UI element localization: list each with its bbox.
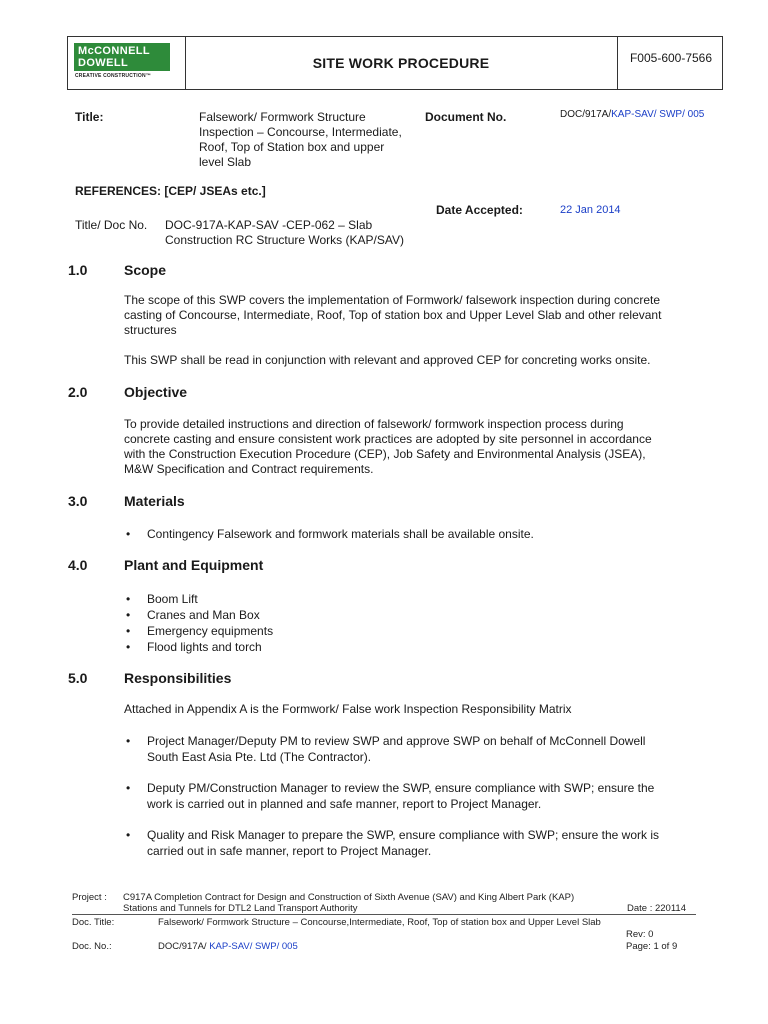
section-number-objective: 2.0 (68, 384, 88, 400)
document-number (560, 109, 704, 121)
list-item-line: • Deputy PM/Construction Manager to review the SWP, ensure compliance with SWP; ensure the (147, 781, 655, 795)
list-item (124, 780, 697, 812)
objective-line: with the Construction Execution Procedure (CEP), Job Safety and Environmental Analysis (JSEA), (124, 447, 646, 461)
list-item: • Boom Lift (124, 591, 273, 607)
section-number-scope: 1.0 (68, 262, 88, 278)
section-number-responsibilities: 5.0 (68, 670, 88, 686)
list-item-line: • Project Manager/Deputy PM to review SWP and approve SWP on behalf of McConnell Dowell (147, 734, 646, 748)
section-heading-materials: Materials (124, 493, 185, 509)
form-code: F005-600-7566 (629, 51, 713, 65)
document-title-line: level Slab (199, 155, 252, 169)
footer-doc-title-label: Doc. Title: (72, 917, 115, 928)
list-item-line: • Quality and Risk Manager to prepare the SWP, ensure compliance with SWP; ensure the work is (147, 828, 660, 842)
footer-doc-no-label: Doc. No.: (72, 941, 112, 952)
footer-date: Date : 220114 (627, 903, 686, 914)
footer-revision: Rev: 0 (626, 929, 654, 940)
reference-doc-line: Construction RC Structure Works (KAP/SAV) (165, 233, 404, 247)
document-title (199, 110, 402, 170)
footer-project-line: C917A Completion Contract for Design and Construction of Sixth Avenue (SAV) and King Albert Park (KAP) (123, 892, 575, 903)
document-number-code: KAP-SAV/ SWP/ 005 (611, 109, 705, 120)
scope-line: casting of Concourse, Intermediate, Roof, Top of station box and Upper Level Slab and other relevant (124, 308, 662, 322)
footer-project-label: Project : (72, 892, 107, 903)
scope-line: structures (124, 323, 177, 337)
footer-project (123, 892, 574, 914)
responsibilities-list (124, 733, 697, 859)
logo-tagline: CREATIVE CONSTRUCTION™ (75, 73, 151, 79)
section-heading-objective: Objective (124, 384, 188, 400)
section-heading-responsibilities: Responsibilities (124, 670, 232, 686)
responsibilities-intro: Attached in Appendix A is the Formwork/ False work Inspection Responsibility Matrix (124, 702, 572, 716)
objective-paragraph (124, 417, 714, 477)
list-item-line: South East Asia Pte. Ltd (The Contractor). (147, 750, 372, 764)
date-accepted-label: Date Accepted: (436, 203, 523, 217)
list-item-line: carried out in safe manner, report to Project Manager. (147, 844, 432, 858)
section-heading-scope: Scope (124, 262, 167, 278)
list-item: • Contingency Falsework and formwork materials shall be available onsite. (124, 526, 534, 542)
mcconnell-dowell-logo (74, 43, 170, 71)
scope-line: The scope of this SWP covers the implementation of Formwork/ falsework inspection during concrete (124, 293, 661, 307)
date-accepted-value: 22 Jan 2014 (560, 204, 621, 216)
title-label: Title: (75, 110, 104, 124)
form-code-cell (617, 37, 724, 89)
list-item (124, 733, 697, 765)
document-number-label: Document No. (425, 110, 507, 124)
document-title-line: Falsework/ Formwork Structure (199, 110, 366, 124)
document-header (67, 36, 723, 90)
document-title-line: Inspection – Concourse, Intermediate, (199, 125, 402, 139)
footer-doc-no-code: KAP-SAV/ SWP/ 005 (209, 941, 298, 952)
document-title-line: Roof, Top of Station box and upper (199, 140, 385, 154)
list-item (124, 827, 697, 859)
plant-equipment-list (124, 591, 273, 655)
page-title: SITE WORK PROCEDURE (312, 55, 490, 71)
logo-line-1: McCONNELL (78, 45, 151, 57)
logo-line-2: DOWELL (78, 57, 129, 69)
reference-doc-label: Title/ Doc No. (75, 218, 148, 232)
list-item-line: work is carried out in planned and safe manner, report to Project Manager. (147, 797, 542, 811)
footer-project-line: Stations and Tunnels for DTL2 Land Transport Authority (123, 903, 358, 914)
scope-paragraph (124, 293, 714, 338)
section-number-plant: 4.0 (68, 557, 88, 573)
document-number-prefix: DOC/917A/ (560, 109, 612, 120)
objective-line: concrete casting and ensure consistent work practices are adopted by site personnel in accordance (124, 432, 652, 446)
reference-doc-line: DOC-917A-KAP-SAV -CEP-062 – Slab (165, 218, 373, 232)
objective-line: M&W Specification and Contract requirements. (124, 462, 374, 476)
references-heading: REFERENCES: [CEP/ JSEAs etc.] (75, 184, 266, 198)
section-number-materials: 3.0 (68, 493, 88, 509)
footer-divider (72, 914, 696, 915)
footer-doc-title: Falsework/ Formwork Structure – Concourse,Intermediate, Roof, Top of station box and Upper Level Slab (158, 917, 601, 928)
materials-list (124, 526, 534, 542)
objective-line: To provide detailed instructions and direction of falsework/ formwork inspection process during (124, 417, 624, 431)
logo-cell (68, 37, 186, 89)
footer-page-number: Page: 1 of 9 (626, 941, 678, 952)
footer-doc-no-prefix: DOC/917A/ (158, 941, 210, 952)
section-heading-plant: Plant and Equipment (124, 557, 264, 573)
footer-doc-no (158, 941, 298, 952)
list-item: • Flood lights and torch (124, 639, 273, 655)
list-item: • Emergency equipments (124, 623, 273, 639)
list-item: • Cranes and Man Box (124, 607, 273, 623)
reference-doc (165, 218, 404, 248)
scope-paragraph-2: This SWP shall be read in conjunction with relevant and approved CEP for concreting works onsite. (124, 353, 651, 367)
